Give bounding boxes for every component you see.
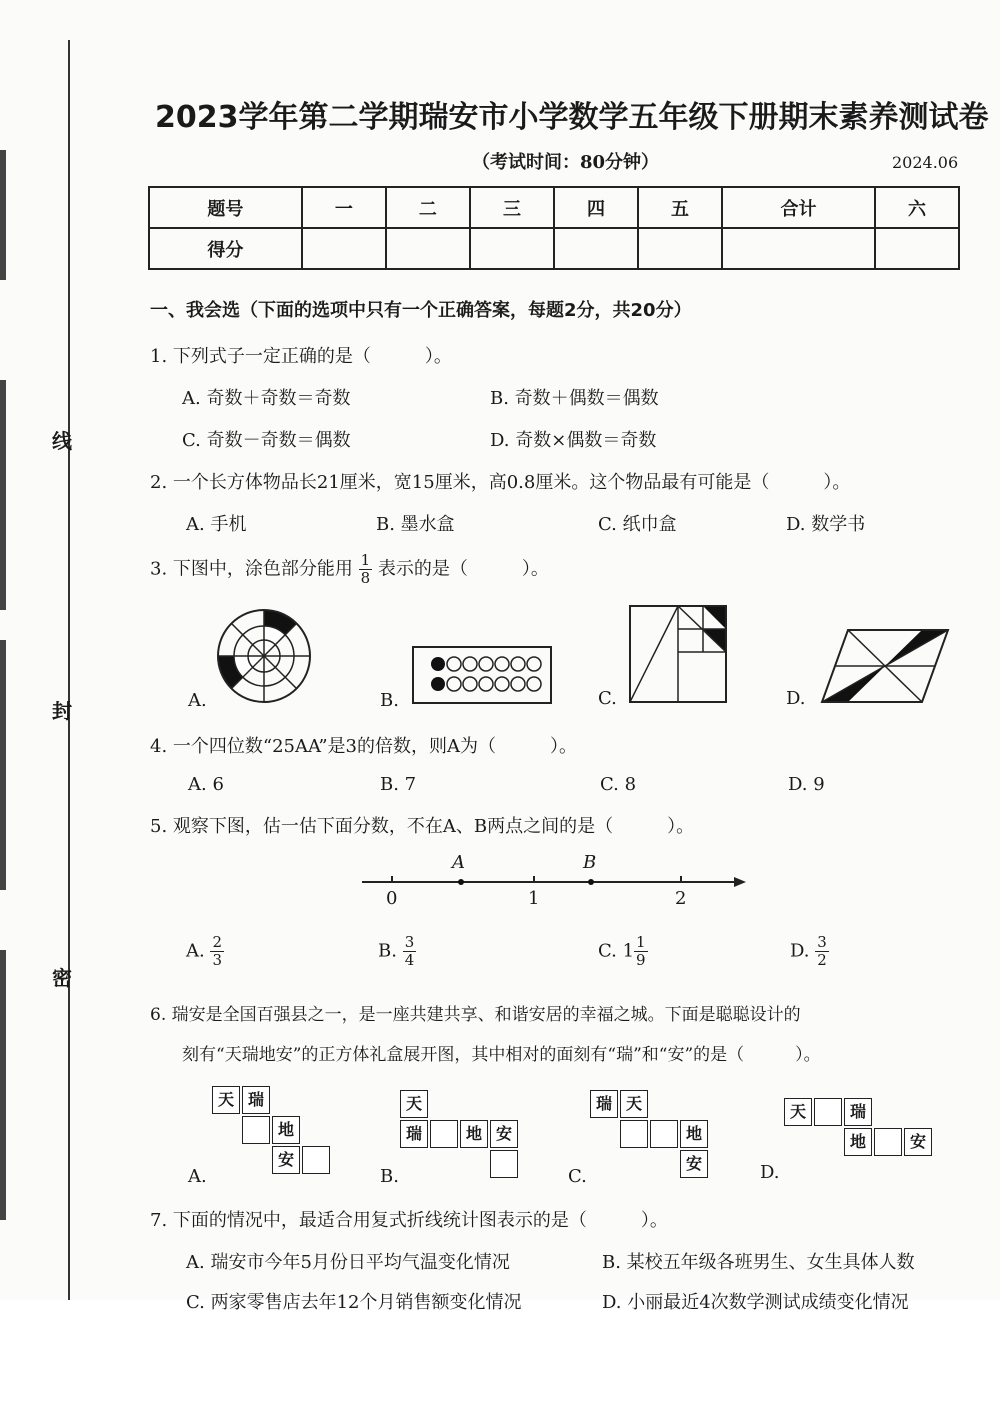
net-face bbox=[620, 1120, 648, 1148]
net-face: 瑞 bbox=[844, 1098, 872, 1126]
point-a-label: A bbox=[452, 852, 465, 873]
table-cell: 合计 bbox=[722, 187, 875, 228]
option-a[interactable]: A. 奇数＋奇数＝奇数 bbox=[182, 388, 351, 409]
dot-empty bbox=[527, 677, 541, 691]
net-face: 瑞 bbox=[242, 1086, 270, 1114]
dot-empty bbox=[495, 657, 509, 671]
figure-label[interactable]: D. bbox=[786, 688, 806, 709]
net-face: 安 bbox=[904, 1128, 932, 1156]
tick-label: 2 bbox=[675, 888, 687, 909]
dot-empty bbox=[527, 657, 541, 671]
net-face bbox=[302, 1146, 330, 1174]
numerator: 1 bbox=[636, 933, 646, 951]
point-b-label: B bbox=[583, 852, 597, 873]
margin-edge bbox=[0, 150, 6, 280]
dot-empty bbox=[447, 677, 461, 691]
option-c[interactable]: C. 两家零售店去年12个月销售额变化情况 bbox=[186, 1292, 522, 1313]
numerator: 1 bbox=[360, 551, 371, 569]
option-a[interactable] bbox=[186, 934, 224, 969]
dot-filled bbox=[431, 657, 445, 671]
cube-net-d bbox=[784, 1098, 938, 1162]
net-face: 安 bbox=[490, 1120, 518, 1148]
denominator: 8 bbox=[360, 569, 371, 587]
cube-net-a bbox=[212, 1086, 336, 1178]
net-face: 天 bbox=[400, 1090, 428, 1118]
net-face bbox=[430, 1120, 458, 1148]
table-cell: 三 bbox=[470, 187, 554, 228]
option-c[interactable]: C. 纸巾盒 bbox=[598, 514, 677, 535]
option-d[interactable]: D. 小丽最近4次数学测试成绩变化情况 bbox=[602, 1292, 909, 1313]
tick-label: 1 bbox=[528, 888, 540, 909]
number-line bbox=[360, 850, 750, 914]
numerator: 3 bbox=[817, 933, 827, 951]
dots-frame bbox=[413, 647, 551, 703]
figure-dots bbox=[412, 646, 552, 704]
question-4: 4. 一个四位数“25AA”是3的倍数，则A为（ ）。 bbox=[150, 736, 578, 757]
figure-circle bbox=[212, 604, 316, 708]
net-face: 安 bbox=[272, 1146, 300, 1174]
question-2: 2. 一个长方体物品长21厘米，宽15厘米，高0.8厘米。这个物品最有可能是（ ）。 bbox=[150, 472, 851, 493]
score-input-cell[interactable] bbox=[554, 228, 638, 269]
score-input-cell[interactable] bbox=[386, 228, 470, 269]
tick-label: 0 bbox=[386, 888, 398, 909]
seal-char: 密 bbox=[52, 966, 72, 990]
margin-edge bbox=[0, 640, 6, 890]
page-title: 2023学年第二学期瑞安市小学数学五年级下册期末素养测试卷 bbox=[155, 100, 989, 135]
exam-date: 2024.06 bbox=[892, 153, 959, 172]
denominator: 9 bbox=[636, 951, 646, 969]
score-input-cell[interactable] bbox=[722, 228, 875, 269]
option-label: D. bbox=[790, 940, 810, 962]
net-face: 地 bbox=[844, 1128, 872, 1156]
score-table bbox=[148, 186, 960, 270]
section-heading: 一、我会选（下面的选项中只有一个正确答案，每题2分，共20分） bbox=[150, 300, 692, 321]
question-6: 6. 瑞安是全国百强县之一，是一座共建共享、和谐安居的幸福之城。下面是聪聪设计的 bbox=[150, 1005, 801, 1025]
point-a bbox=[458, 879, 464, 885]
table-cell: 二 bbox=[386, 187, 470, 228]
net-face bbox=[490, 1150, 518, 1178]
fraction bbox=[634, 934, 648, 969]
table-cell: 四 bbox=[554, 187, 638, 228]
score-input-cell[interactable] bbox=[470, 228, 554, 269]
axis-arrow bbox=[734, 877, 746, 887]
table-cell: 题号 bbox=[149, 187, 302, 228]
net-face: 地 bbox=[460, 1120, 488, 1148]
net-face: 地 bbox=[680, 1120, 708, 1148]
option-b[interactable]: B. 某校五年级各班男生、女生具体人数 bbox=[602, 1252, 915, 1273]
option-b[interactable] bbox=[378, 934, 416, 969]
option-b[interactable]: B. 奇数＋偶数＝偶数 bbox=[490, 388, 659, 409]
table-row bbox=[149, 187, 959, 228]
option-c[interactable] bbox=[598, 934, 648, 969]
figure-label[interactable]: D. bbox=[760, 1162, 780, 1183]
question-6-cont: 刻有“天瑞地安”的正方体礼盒展开图，其中相对的面刻有“瑞”和“安”的是（ ）。 bbox=[182, 1045, 821, 1065]
net-face: 瑞 bbox=[590, 1090, 618, 1118]
cube-net-c bbox=[590, 1090, 714, 1182]
option-label: B. bbox=[378, 940, 397, 962]
net-face: 安 bbox=[680, 1150, 708, 1178]
seal-char: 封 bbox=[52, 699, 72, 723]
figure-parallelogram bbox=[818, 626, 952, 706]
option-d[interactable] bbox=[790, 934, 829, 969]
table-cell: 得分 bbox=[149, 228, 302, 269]
margin-edge bbox=[0, 950, 6, 1220]
score-input-cell[interactable] bbox=[302, 228, 386, 269]
cube-net-b bbox=[400, 1090, 524, 1182]
seal-char: 线 bbox=[52, 429, 72, 453]
score-input-cell[interactable] bbox=[875, 228, 959, 269]
option-b[interactable]: B. 墨水盒 bbox=[376, 514, 455, 535]
net-face bbox=[874, 1128, 902, 1156]
whole-number: 1 bbox=[622, 940, 635, 962]
question-1: 1. 下列式子一定正确的是（ ）。 bbox=[150, 346, 452, 367]
fraction bbox=[815, 934, 829, 969]
dot-empty bbox=[511, 677, 525, 691]
option-d[interactable]: D. 9 bbox=[788, 774, 825, 795]
option-d[interactable]: D. 奇数×偶数＝奇数 bbox=[490, 430, 657, 451]
exam-duration: （考试时间：80分钟） bbox=[472, 152, 660, 173]
dot-empty bbox=[511, 657, 525, 671]
net-face bbox=[814, 1098, 842, 1126]
option-label: A. bbox=[186, 940, 205, 962]
table-cell: 六 bbox=[875, 187, 959, 228]
fraction bbox=[210, 934, 224, 969]
dot-empty bbox=[479, 677, 493, 691]
denominator: 2 bbox=[817, 951, 827, 969]
net-face: 地 bbox=[272, 1116, 300, 1144]
dot-filled bbox=[431, 677, 445, 691]
binding-line bbox=[68, 40, 70, 1300]
question-text: 表示的是（ ）。 bbox=[377, 558, 549, 580]
table-cell: 五 bbox=[638, 187, 722, 228]
figure-label[interactable]: C. bbox=[568, 1166, 587, 1187]
table-row bbox=[149, 228, 959, 269]
option-label: C. bbox=[598, 940, 617, 962]
question-3 bbox=[150, 552, 549, 587]
option-c[interactable]: C. 8 bbox=[600, 774, 637, 795]
table-cell: 一 bbox=[302, 187, 386, 228]
net-face: 天 bbox=[212, 1086, 240, 1114]
dot-empty bbox=[463, 677, 477, 691]
dot-empty bbox=[479, 657, 493, 671]
numerator: 3 bbox=[404, 933, 415, 951]
option-a[interactable]: A. 6 bbox=[188, 774, 224, 795]
option-d[interactable]: D. 数学书 bbox=[786, 514, 866, 535]
score-input-cell[interactable] bbox=[638, 228, 722, 269]
margin-edge bbox=[0, 380, 6, 610]
denominator: 4 bbox=[404, 951, 415, 969]
point-b bbox=[588, 879, 594, 885]
shaded-triangle bbox=[703, 606, 726, 629]
dot-empty bbox=[495, 677, 509, 691]
option-c[interactable]: C. 奇数－奇数＝偶数 bbox=[182, 430, 351, 451]
figure-square bbox=[628, 604, 728, 704]
option-b[interactable]: B. 7 bbox=[380, 774, 417, 795]
net-face bbox=[242, 1116, 270, 1144]
option-a[interactable]: A. 手机 bbox=[186, 514, 247, 535]
divider-line bbox=[630, 606, 678, 702]
figure-label[interactable]: A. bbox=[188, 690, 207, 711]
numerator: 2 bbox=[212, 933, 223, 951]
fraction bbox=[359, 552, 373, 587]
question-7: 7. 下面的情况中，最适合用复式折线统计图表示的是（ ）。 bbox=[150, 1210, 668, 1231]
denominator: 3 bbox=[212, 951, 223, 969]
dot-empty bbox=[447, 657, 461, 671]
figure-label[interactable]: B. bbox=[380, 690, 399, 711]
net-face: 瑞 bbox=[400, 1120, 428, 1148]
net-face bbox=[650, 1120, 678, 1148]
figure-label[interactable]: A. bbox=[188, 1166, 207, 1187]
net-face: 天 bbox=[784, 1098, 812, 1126]
dot-empty bbox=[463, 657, 477, 671]
question-text: 3. 下图中，涂色部分能用 bbox=[150, 558, 353, 580]
net-face: 天 bbox=[620, 1090, 648, 1118]
question-5: 5. 观察下图，估一估下面分数，不在A、B两点之间的是（ ）。 bbox=[150, 816, 695, 837]
figure-label[interactable]: B. bbox=[380, 1166, 399, 1187]
fraction bbox=[403, 934, 417, 969]
option-a[interactable]: A. 瑞安市今年5月份日平均气温变化情况 bbox=[186, 1252, 510, 1273]
figure-label[interactable]: C. bbox=[598, 688, 617, 709]
